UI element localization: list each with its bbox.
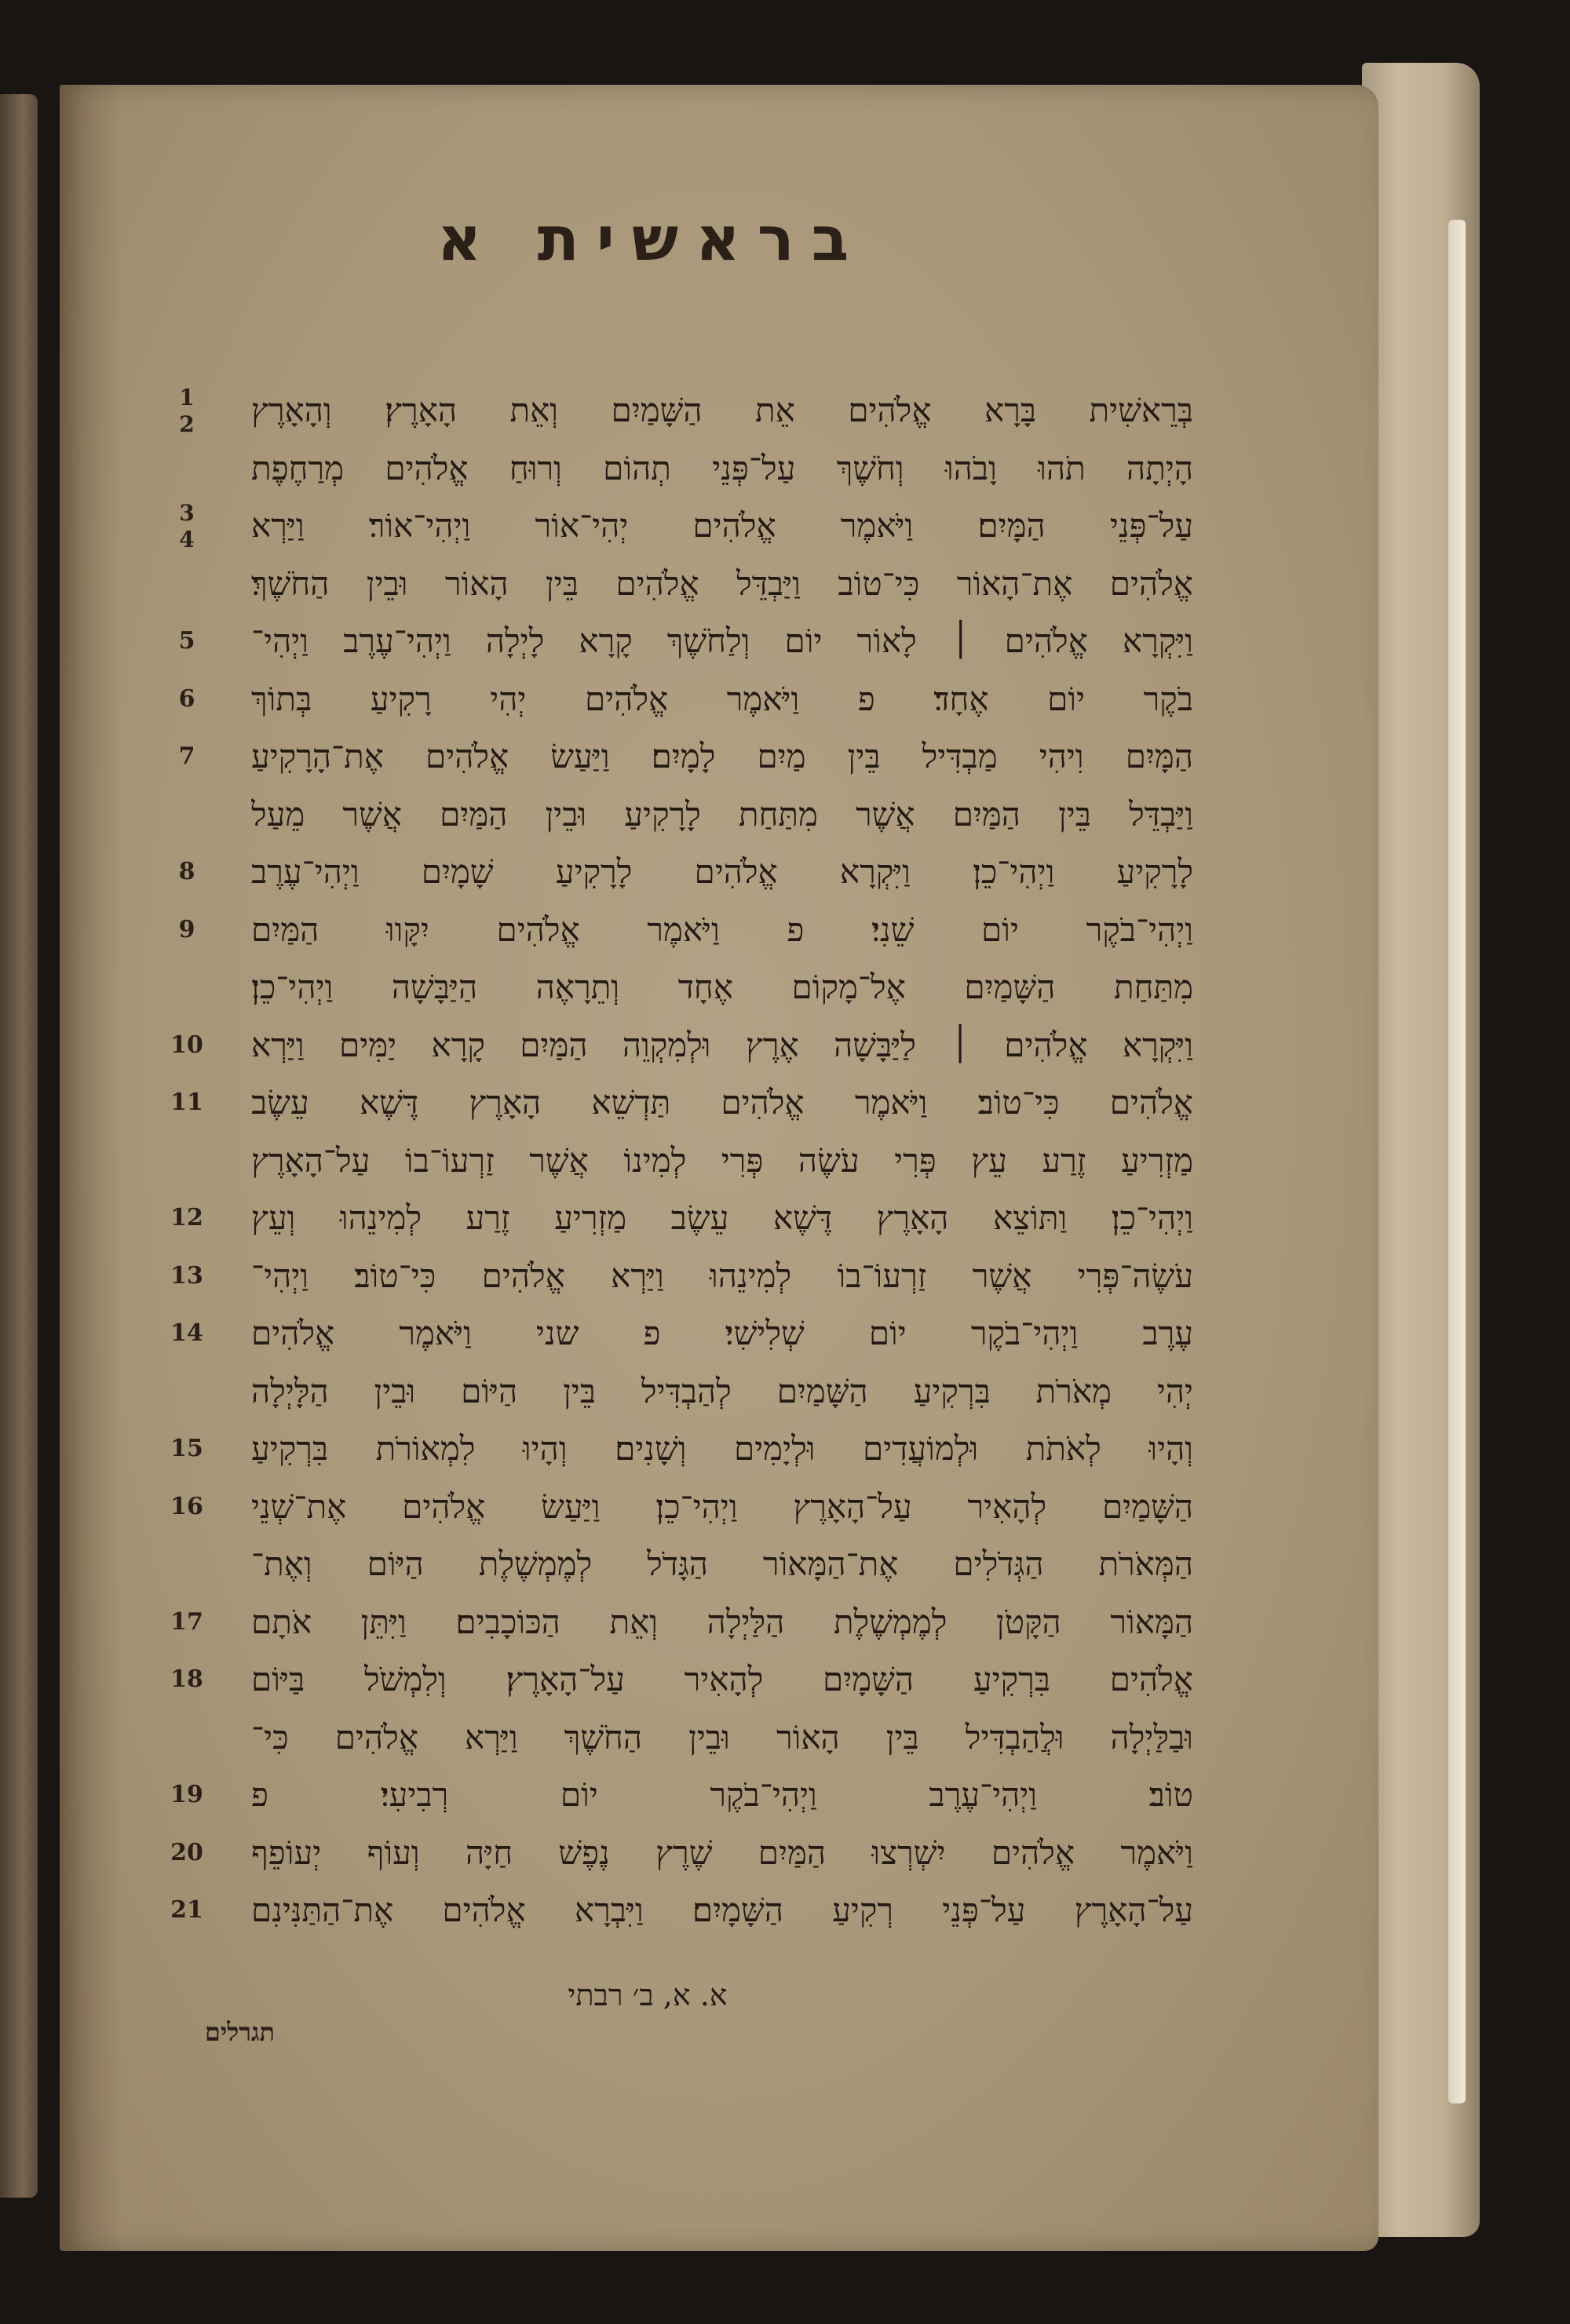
- text-line: וַיְהִי־כֵן׃ וַתּוֹצֵא הָאָרֶץ דֶּשֶׁא עֵשֶׂב מַזְרִיעַ זֶרַע לְמִינֵהוּ וְעֵץ: [251, 1198, 1193, 1237]
- text-line: וַיְהִי־בֹקֶר יוֹם שֵׁנִי׃ פ וַיֹּאמֶר אֱלֹהִים יִקָּווּ הַמַּיִם: [251, 910, 1193, 949]
- verse-number: 18: [170, 1665, 203, 1693]
- text-line: בְּרֵאשִׁית בָּרָא אֱלֹהִים אֵת הַשָּׁמַיִם וְאֵת הָאָרֶץ׃ וְהָאָרֶץ: [251, 391, 1193, 429]
- previous-page-edge: [0, 94, 38, 2198]
- verse-number: [148, 1535, 226, 1593]
- verse-number: 19: [170, 1781, 203, 1808]
- scripture-text: [251, 381, 1193, 1939]
- verse-number: 5: [178, 627, 195, 655]
- verse-number: [148, 1132, 226, 1190]
- verse-number: 11: [170, 1089, 203, 1116]
- text-line: אֱלֹהִים אֶת־הָאוֹר כִּי־טוֹב וַיַּבְדֵּל אֱלֹהִים בֵּין הָאוֹר וּבֵין הַחֹשֶׁךְ׃: [251, 564, 1193, 603]
- footnote-marker: א. א, ב׳ רבתי: [568, 1978, 728, 2012]
- verse-number: [148, 1363, 226, 1421]
- text-line: עַל־הָאָרֶץ עַל־פְּנֵי רְקִיעַ הַשָּׁמָיִם׃ וַיִּבְרָא אֱלֹהִים אֶת־הַתַּנִּינִם: [251, 1891, 1193, 1929]
- text-line: אֱלֹהִים בִּרְקִיעַ הַשָּׁמָיִם לְהָאִיר עַל־הָאָרֶץ׃ וְלִמְשֹׁל בַּיּוֹם: [251, 1660, 1193, 1698]
- verse-number: 1 2: [179, 385, 195, 437]
- text-line: לָרָקִיעַ וַיְהִי־כֵן׃ וַיִּקְרָא אֱלֹהִים לָרָקִיעַ שָׁמָיִם וַיְהִי־עֶרֶב: [251, 852, 1193, 891]
- text-line: וּבַלַּיְלָה וּלֲהַבְדִּיל בֵּין הָאוֹר וּבֵין הַחֹשֶׁךְ וַיַּרְא אֱלֹהִים כִּי־: [251, 1717, 1193, 1757]
- verse-number-column: [148, 381, 226, 1939]
- verse-number: 20: [170, 1838, 203, 1866]
- text-line: וַיֹּאמֶר אֱלֹהִים יִשְׁרְצוּ הַמַּיִם שֶׁרֶץ נֶפֶשׁ חַיָּה וְעוֹף יְעוֹפֵף: [251, 1833, 1193, 1872]
- verse-number: 21: [170, 1896, 203, 1924]
- page-title: בראשית א: [436, 204, 867, 275]
- verse-number: [148, 1709, 226, 1767]
- verse-number: [148, 786, 226, 844]
- verse-number: 16: [170, 1492, 203, 1520]
- text-line: מַזְרִיעַ זֶרַע עֵץ פְּרִי עֹשֶׂה פְּרִי לְמִינוֹ אֲשֶׁר זַרְעוֹ־בוֹ עַל־הָאָרֶץ: [251, 1140, 1193, 1180]
- verse-number: 3 4: [179, 500, 195, 553]
- verse-number: 10: [170, 1031, 203, 1059]
- text-line: וַיַּבְדֵּל בֵּין הַמַּיִם אֲשֶׁר מִתַּחַת לָרָקִיעַ וּבֵין הַמַּיִם אֲשֶׁר מֵעַל: [251, 794, 1193, 834]
- text-line: וַיִּקְרָא אֱלֹהִים ׀ לָאוֹר יוֹם וְלַחֹשֶׁךְ קָרָא לָיְלָה וַיְהִי־עֶרֶב וַיְהִי־: [251, 622, 1193, 660]
- verse-number: 9: [178, 915, 195, 943]
- verse-number: [148, 440, 226, 498]
- verse-number: 15: [170, 1435, 203, 1462]
- text-line: הַמָּיִם וִיהִי מַבְדִּיל בֵּין מַיִם לָמָיִם׃ וַיַּעַשׂ אֱלֹהִים אֶת־הָרָקִיעַ: [251, 737, 1193, 775]
- verse-number: 14: [170, 1319, 203, 1347]
- text-line: וַיִּקְרָא אֱלֹהִים ׀ לַיַּבָּשָׁה אֶרֶץ וּלְמִקְוֵה הַמַּיִם קָרָא יַמִּים וַיַּרְא: [251, 1025, 1193, 1064]
- verse-number: 12: [170, 1204, 203, 1231]
- text-line: יְהִי מְאֹרֹת בִּרְקִיעַ הַשָּׁמַיִם לְהַבְדִּיל בֵּין הַיּוֹם וּבֵין הַלָּיְלָה: [251, 1371, 1193, 1410]
- verse-number: 6: [178, 684, 195, 713]
- page-stack-edge: [1362, 63, 1480, 2237]
- text-line: מִתַּחַת הַשָּׁמַיִם אֶל־מָקוֹם אֶחָד וְתֵרָאֶה הַיַּבָּשָׁה וַיְהִי־כֵן׃: [251, 968, 1193, 1006]
- text-line: הַמְּאֹרֹת הַגְּדֹלִים אֶת־הַמָּאוֹר הַגָּדֹל לְמֶמְשֶׁלֶת הַיּוֹם וְאֶת־: [251, 1545, 1193, 1583]
- verse-number: [148, 958, 226, 1016]
- signature-mark: תגרלים: [204, 2017, 275, 2047]
- text-line: אֱלֹהִים כִּי־טוֹב׃ וַיֹּאמֶר אֱלֹהִים תַּדְשֵׁא הָאָרֶץ דֶּשֶׁא עֵשֶׂב: [251, 1083, 1193, 1122]
- text-line: טוֹב׃ וַיְהִי־עֶרֶב וַיְהִי־בֹקֶר יוֹם רְבִיעִי׃ פ: [251, 1775, 1193, 1814]
- verse-number: 8: [178, 858, 195, 885]
- verse-number: [148, 555, 226, 613]
- text-line: עֹשֶׂה־פְּרִי אֲשֶׁר זַרְעוֹ־בוֹ לְמִינֵהוּ וַיַּרְא אֱלֹהִים כִּי־טוֹב׃ וַיְהִי־: [251, 1256, 1193, 1295]
- verse-number: 13: [170, 1261, 203, 1290]
- text-line: עַל־פְּנֵי הַמָּיִם׃ וַיֹּאמֶר אֱלֹהִים יְהִי־אוֹר וַיְהִי־אוֹר׃ וַיַּרְא: [251, 506, 1193, 545]
- verse-number: 7: [178, 742, 195, 770]
- text-line: הַשָּׁמַיִם לְהָאִיר עַל־הָאָרֶץ וַיְהִי־כֵן׃ וַיַּעַשׂ אֱלֹהִים אֶת־שְׁנֵי: [251, 1487, 1193, 1526]
- verse-number: 17: [170, 1607, 203, 1636]
- text-line: וְהָיוּ לְאֹתֹת וּלְמוֹעֲדִים וּלְיָמִים וְשָׁנִים׃ וְהָיוּ לִמְאוֹרֹת בִּרְקִיעַ: [251, 1429, 1193, 1468]
- text-line: הַמָּאוֹר הַקָּטֹן לְמֶמְשֶׁלֶת הַלַּיְלָה וְאֵת הַכּוֹכָבִים׃ וַיִּתֵּן אֹתָם: [251, 1602, 1193, 1641]
- text-line: עֶרֶב וַיְהִי־בֹקֶר יוֹם שְׁלִישִׁי׃ פ שני וַיֹּאמֶר אֱלֹהִים: [251, 1314, 1193, 1352]
- text-line: הָיְתָה תֹהוּ וָבֹהוּ וְחֹשֶׁךְ עַל־פְּנֵי תְהוֹם וְרוּחַ אֱלֹהִים מְרַחֶפֶת: [251, 448, 1193, 487]
- text-line: בֹקֶר יוֹם אֶחָד׃ פ וַיֹּאמֶר אֱלֹהִים יְהִי רָקִיעַ בְּתוֹךְ: [251, 679, 1193, 718]
